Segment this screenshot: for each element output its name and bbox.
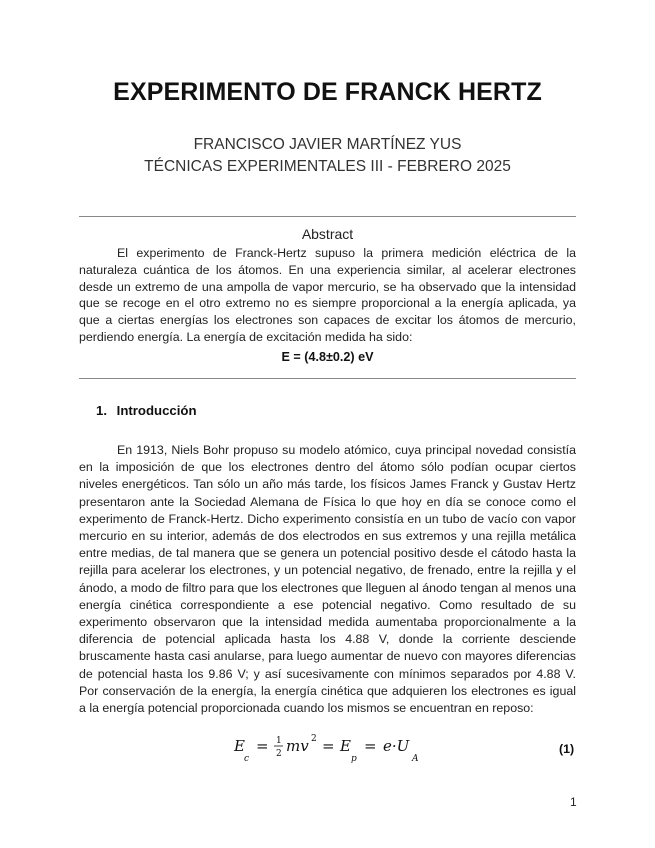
eq-equals-3: =: [364, 737, 377, 755]
abstract-result: E = (4.8±0.2) eV: [281, 350, 374, 364]
page-number: 1: [570, 795, 577, 809]
course-date: TÉCNICAS EXPERIMENTALES III - FEBRERO 2025: [144, 158, 511, 175]
energy-equation: [232, 734, 432, 766]
introduction-paragraph: En 1913, Niels Bohr propuso su modelo atómico, cuya principal novedad consistía en la imposición de que los electrones dentro del átomo sólo podían ocupar ciertos niveles energéticos. Tan sólo un año más tarde, los físicos James Franck y Gustav Hertz presentaron ante la Sociedad Alemana de Física lo que hoy en día se conoce como el experimento de Franck-Hertz. Dicho experimento consistía en un tubo de vacío con vapor mercurio en su interior, además de dos electrodos en sus extremos y una rejilla metálica entre medias, de tal manera que se genera un potencial positivo desde el cátodo hasta la rejilla para acelerar los electrones, y un potencial negativo, de frenado, entre la rejilla y el ánodo, a modo de filtro para que los electrones que lleguen al ánodo tengan al menos una energía cinética correspondiente a ese potencial negativo. Como resultado de su experimento observaron que la intensidad medida aumentaba proporcionalmente a la diferencia de potencial aplicada hasta los 4.88 V, donde la corriente desciende bruscamente hasta casi anularse, para luego aumentar de nuevo con mayores diferencias de potencial hasta los 9.86 V; y así sucesivamente con mínimos separados por 4.88 V. Por conservación de la energía, la energía cinética que adquieren los electrones es igual a la energía potencial proporcionada cuando los mismos se encuentran en reposo:: [79, 443, 576, 716]
section-number: 1.: [96, 403, 107, 418]
eq-equals-2: =: [322, 737, 335, 755]
abstract-text: El experimento de Franck-Hertz supuso la primera medición eléctrica de la naturaleza cuántica de los átomos. En una experiencia similar, al acelerar electrones desde un extremo de una ampolla de vapor mercurio, se ha observado que la intensidad que se recoge en el otro extremo no es siempre proporcional a la energía aplicada, ya que a ciertas energías los electrones son capaces de excitar los átomos de mercurio, perdiendo energía. La energía de excitación medida ha sido:: [79, 246, 576, 344]
equation-svg: [232, 734, 432, 768]
section-title: Introducción: [116, 403, 197, 418]
paper-title: EXPERIMENTO DE FRANCK HERTZ: [113, 78, 542, 106]
equation-number: (1): [559, 742, 575, 756]
eq-ep: E: [340, 737, 351, 755]
eq-ec: E: [234, 737, 245, 755]
eq-mv: mv: [286, 737, 309, 755]
eq-frac-den: 2: [276, 749, 282, 759]
eq-ec-sub: c: [244, 754, 250, 764]
eq-frac-num: 1: [276, 736, 282, 746]
abstract-bottom-divider: [79, 378, 576, 379]
eq-ep-sub: p: [351, 754, 357, 764]
eq-eu: e·U: [383, 737, 410, 755]
abstract-top-divider: [79, 216, 576, 217]
section-heading: [96, 403, 197, 418]
eq-equals-1: =: [256, 737, 269, 755]
eq-sup-2: 2: [311, 734, 317, 744]
author-name: FRANCISCO JAVIER MARTÍNEZ YUS: [193, 136, 462, 153]
abstract-heading: Abstract: [301, 226, 354, 242]
abstract-body: [79, 245, 576, 346]
eq-u-sub: A: [412, 754, 419, 764]
introduction-body: [79, 442, 576, 717]
